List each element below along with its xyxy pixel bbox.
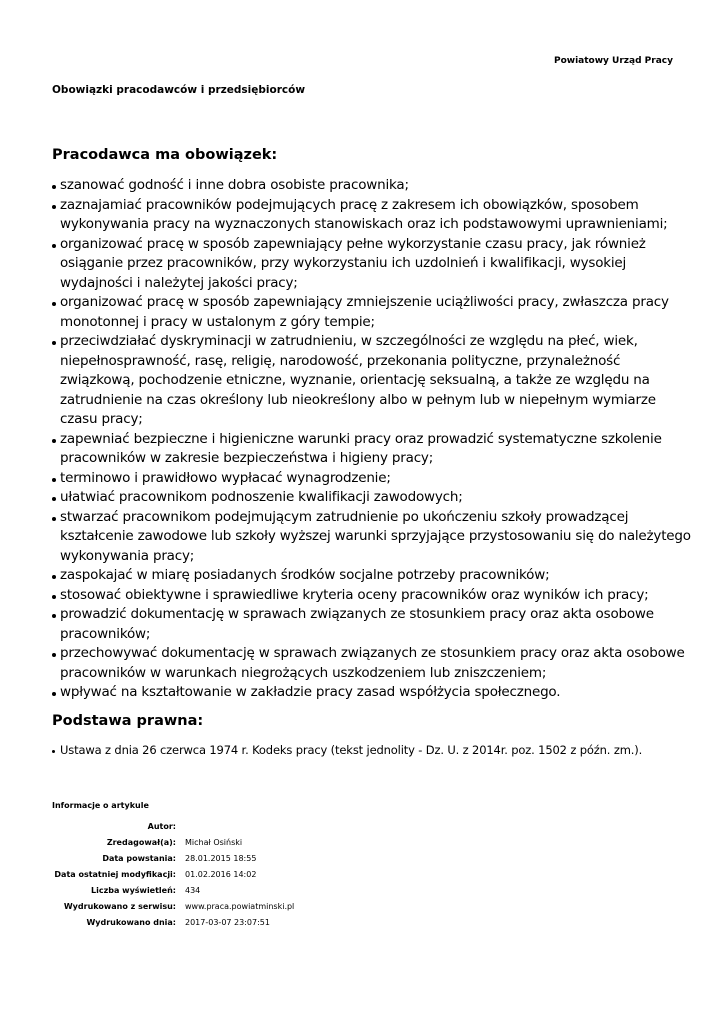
meta-value: 434 — [185, 886, 201, 895]
list-item: zapewniać bezpieczne i higieniczne warunki pracy oraz prowadzić systematyczne szkolenie pracowników w zakresie bezpieczeństwa i higieny pracy; — [52, 430, 692, 469]
list-item: zaspokajać w miarę posiadanych środków socjalne potrzeby pracowników; — [52, 566, 692, 586]
list-item: Ustawa z dnia 26 czerwca 1974 r. Kodeks pracy (tekst jednolity - Dz. U. z 2014r. poz. 1502 z późn. zm.). — [52, 742, 642, 758]
meta-value[interactable]: www.praca.powiatminski.pl — [185, 902, 295, 911]
table-row — [52, 867, 294, 883]
meta-label: Data powstania: — [102, 854, 176, 863]
list-item: prowadzić dokumentację w sprawach związanych ze stosunkiem pracy oraz akta osobowe pracowników; — [52, 605, 692, 644]
meta-value: Michał Osiński — [185, 838, 243, 847]
table-row — [52, 899, 294, 915]
document-title: Obowiązki pracodawców i przedsiębiorców — [52, 84, 306, 96]
table-row — [52, 835, 294, 851]
article-info-title: Informacje o artykule — [52, 801, 149, 810]
meta-value: 01.02.2016 14:02 — [185, 870, 257, 879]
organization-name: Powiatowy Urząd Pracy — [554, 56, 673, 66]
legal-basis-heading: Podstawa prawna: — [52, 713, 204, 729]
list-item: szanować godność i inne dobra osobiste pracownika; — [52, 176, 692, 196]
meta-label: Wydrukowano dnia: — [86, 918, 176, 927]
list-item: organizować pracę w sposób zapewniający pełne wykorzystanie czasu pracy, jak również osiąganie przez pracowników, przy wykorzystaniu ich uzdolnień i kwalifikacji, wysokiej wydajności i należytej jakości pracy; — [52, 235, 692, 294]
list-item: przeciwdziałać dyskryminacji w zatrudnieniu, w szczególności ze względu na płeć, wiek, niepełnosprawność, rasę, religię, narodowość, przekonania polityczne, przynależność związkową, pochodzenie etniczne, wyznanie, orientację seksualną, a także ze względu na zatrudnienie na czas określony lub nieokreślony albo w pełnym lub w niepełnym wymiarze czasu pracy; — [52, 332, 692, 430]
list-item: stwarzać pracownikom podejmującym zatrudnienie po ukończeniu szkoły prowadzącej kształcenie zawodowe lub szkoły wyższej warunki sprzyjające przystosowaniu się do należytego wykonywania pracy; — [52, 508, 692, 567]
meta-label: Liczba wyświetleń: — [91, 886, 176, 895]
meta-label: Zredagował(a): — [106, 838, 176, 847]
table-row — [52, 819, 294, 835]
list-item: stosować obiektywne i sprawiedliwe kryteria oceny pracowników oraz wyników ich pracy; — [52, 586, 692, 606]
article-info-table — [52, 819, 294, 931]
meta-label: Wydrukowano z serwisu: — [63, 902, 176, 911]
meta-value: 28.01.2015 18:55 — [185, 854, 257, 863]
meta-value: 2017-03-07 23:07:51 — [185, 918, 270, 927]
duties-list — [52, 176, 692, 703]
meta-label: Data ostatniej modyfikacji: — [54, 870, 176, 879]
legal-basis-list — [52, 742, 642, 758]
list-item: terminowo i prawidłowo wypłacać wynagrodzenie; — [52, 469, 692, 489]
list-item: wpływać na kształtowanie w zakładzie pracy zasad współżycia społecznego. — [52, 683, 692, 703]
list-item: zaznajamiać pracowników podejmujących pracę z zakresem ich obowiązków, sposobem wykonywania pracy na wyznaczonych stanowiskach oraz ich podstawowymi uprawnieniami; — [52, 196, 692, 235]
meta-value — [185, 819, 294, 835]
list-item: ułatwiać pracownikom podnoszenie kwalifikacji zawodowych; — [52, 488, 692, 508]
table-row — [52, 915, 294, 931]
table-row — [52, 883, 294, 899]
duties-heading: Pracodawca ma obowiązek: — [52, 147, 278, 163]
meta-label: Autor: — [147, 822, 176, 831]
list-item: organizować pracę w sposób zapewniający zmniejszenie uciążliwości pracy, zwłaszcza pracy monotonnej i pracy w ustalonym z góry tempie; — [52, 293, 692, 332]
table-row — [52, 851, 294, 867]
list-item: przechowywać dokumentację w sprawach związanych ze stosunkiem pracy oraz akta osobowe pracowników w warunkach niegrożących uszkodzeniem lub zniszczeniem; — [52, 644, 692, 683]
